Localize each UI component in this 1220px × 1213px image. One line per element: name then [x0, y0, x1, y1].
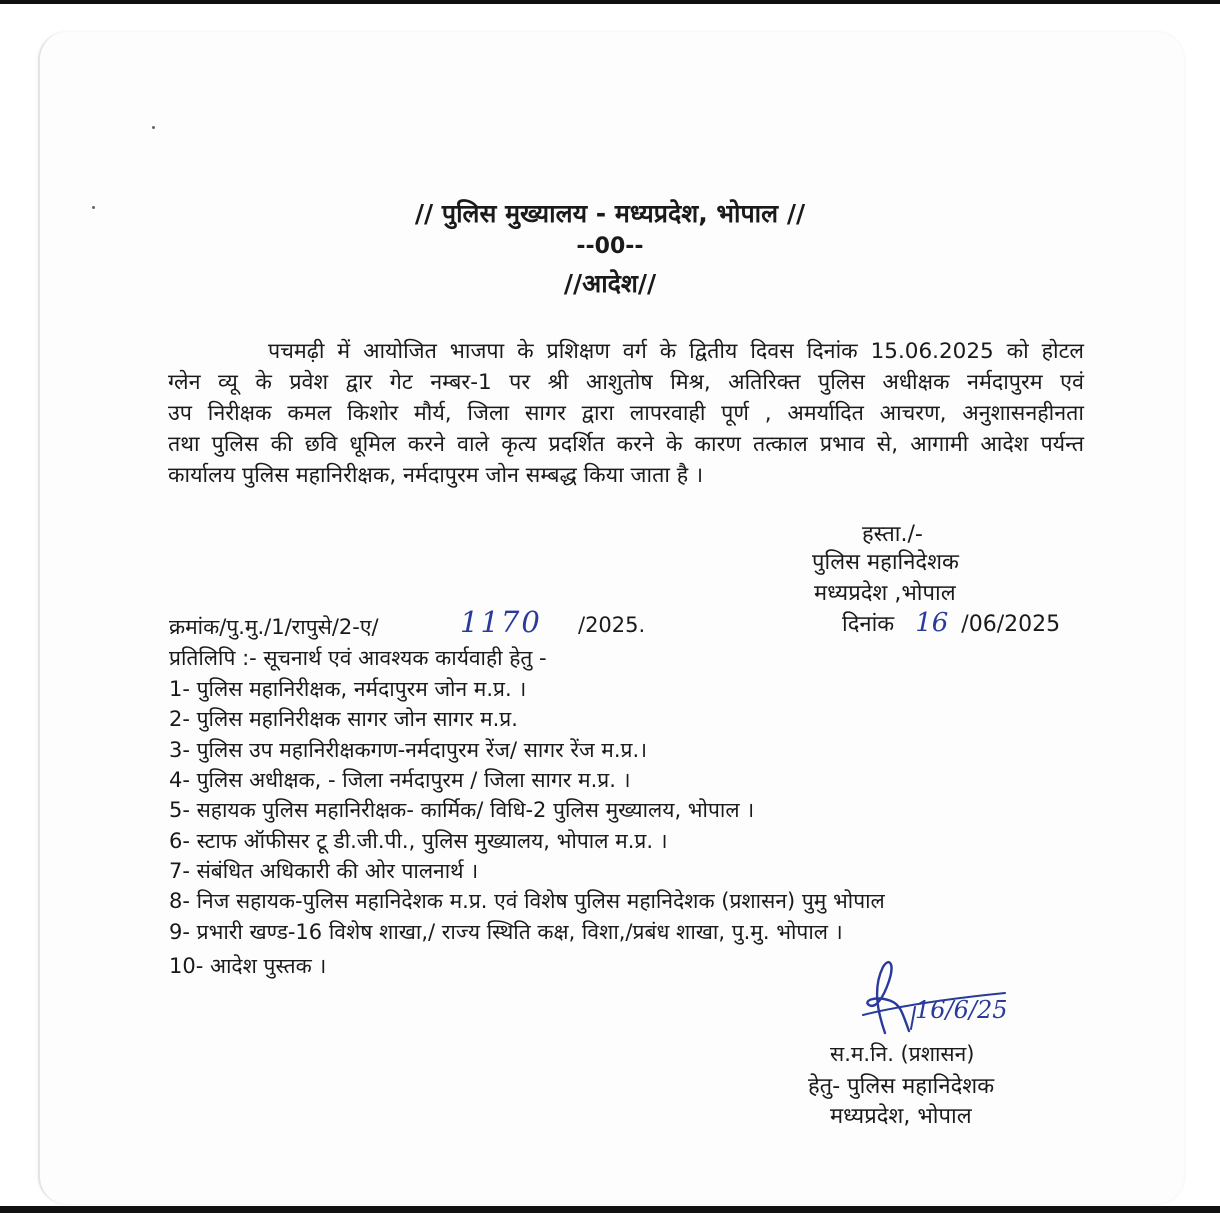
- list-item: 3- पुलिस उप महानिरीक्षकगण-नर्मदापुरम रेंज/ सागर रेंज म.प्र.।: [169, 738, 648, 762]
- reference-prefix: क्रमांक/पु.मु./1/रापुसे/2-ए/: [169, 615, 379, 639]
- designation: पुलिस महानिदेशक: [812, 550, 959, 575]
- speck: [152, 126, 155, 129]
- body-line: ग्लेन व्यू के प्रवेश द्वार गेट नम्बर-1 पर श्री आशुतोष मिश्र, अतिरिक्त पुलिस अधीक्षक नर्मदापुरम एवं: [168, 370, 1084, 395]
- body-line: तथा पुलिस की छवि धूमिल करने वाले कृत्य प्रदर्शित करने के कारण तत्काल प्रभाव से, आगामी आदेश पर्यन्त: [168, 432, 1084, 457]
- order-heading: //आदेश//: [563, 269, 657, 298]
- list-item: 5- सहायक पुलिस महानिरीक्षक- कार्मिक/ विधि-2 पुलिस मुख्यालय, भोपाल ।: [169, 798, 755, 822]
- body-line: उप निरीक्षक कमल किशोर मौर्य, जिला सागर द्वारा लापरवाही पूर्ण , अमर्यादित आचरण, अनुशासनहीनता: [168, 401, 1084, 426]
- body-line: कार्यालय पुलिस महानिरीक्षक, नर्मदापुरम जोन सम्बद्ध किया जाता है ।: [168, 463, 704, 488]
- list-item: 6- स्टाफ ऑफीसर टू डी.जी.पी., पुलिस मुख्यालय, भोपाल म.प्र. ।: [169, 829, 668, 853]
- bottom-edge: [0, 1206, 1220, 1213]
- date-line: [842, 608, 1060, 638]
- top-edge: [0, 0, 1220, 4]
- reference-suffix: /2025.: [578, 613, 646, 637]
- signatory-place: मध्यप्रदेश, भोपाल: [830, 1104, 972, 1129]
- signatory-office: स.म.नि. (प्रशासन): [830, 1042, 975, 1066]
- list-item: 8- निज सहायक-पुलिस महानिदेशक म.प्र. एवं विशेष पुलिस महानिदेशक (प्रशासन) पुमु भोपाल: [169, 889, 885, 913]
- date-suffix: /06/2025: [961, 612, 1061, 637]
- place: मध्यप्रदेश ,भोपाल: [814, 581, 956, 606]
- list-item: 2- पुलिस महानिरीक्षक सागर जोन सागर म.प्र.: [169, 707, 518, 731]
- list-item: 7- संबंधित अधिकारी की ओर पालनार्थ ।: [169, 859, 479, 883]
- list-item: 10- आदेश पुस्तक ।: [169, 954, 327, 978]
- handwritten-reference-number: 1170: [460, 605, 542, 639]
- office-title: // पुलिस मुख्यालय - मध्यप्रदेश, भोपाल //: [414, 199, 806, 228]
- signatory-on-behalf: हेतु- पुलिस महानिदेशक: [808, 1074, 995, 1099]
- signature-date: 16/6/25: [915, 996, 1008, 1024]
- separator: --00--: [576, 234, 644, 259]
- signed-mark: हस्ता./-: [862, 522, 923, 547]
- body-line: पचमढ़ी में आयोजित भाजपा के प्रशिक्षण वर्ग के द्वितीय दिवस दिनांक 15.06.2025 को होटल: [268, 339, 1084, 364]
- copy-heading: प्रतिलिपि :- सूचनार्थ एवं आवश्यक कार्यवाही हेतु -: [169, 646, 547, 670]
- list-item: 4- पुलिस अधीक्षक, - जिला नर्मदापुरम / जिला सागर म.प्र. ।: [169, 768, 631, 792]
- list-item: 9- प्रभारी खण्ड-16 विशेष शाखा,/ राज्य स्थिति कक्ष, विशा,/प्रबंध शाखा, पु.मु. भोपाल ।: [169, 920, 843, 944]
- list-item: 1- पुलिस महानिरीक्षक, नर्मदापुरम जोन म.प्र. ।: [169, 677, 527, 701]
- date-label: दिनांक: [842, 612, 895, 637]
- handwritten-date: 16: [915, 608, 949, 638]
